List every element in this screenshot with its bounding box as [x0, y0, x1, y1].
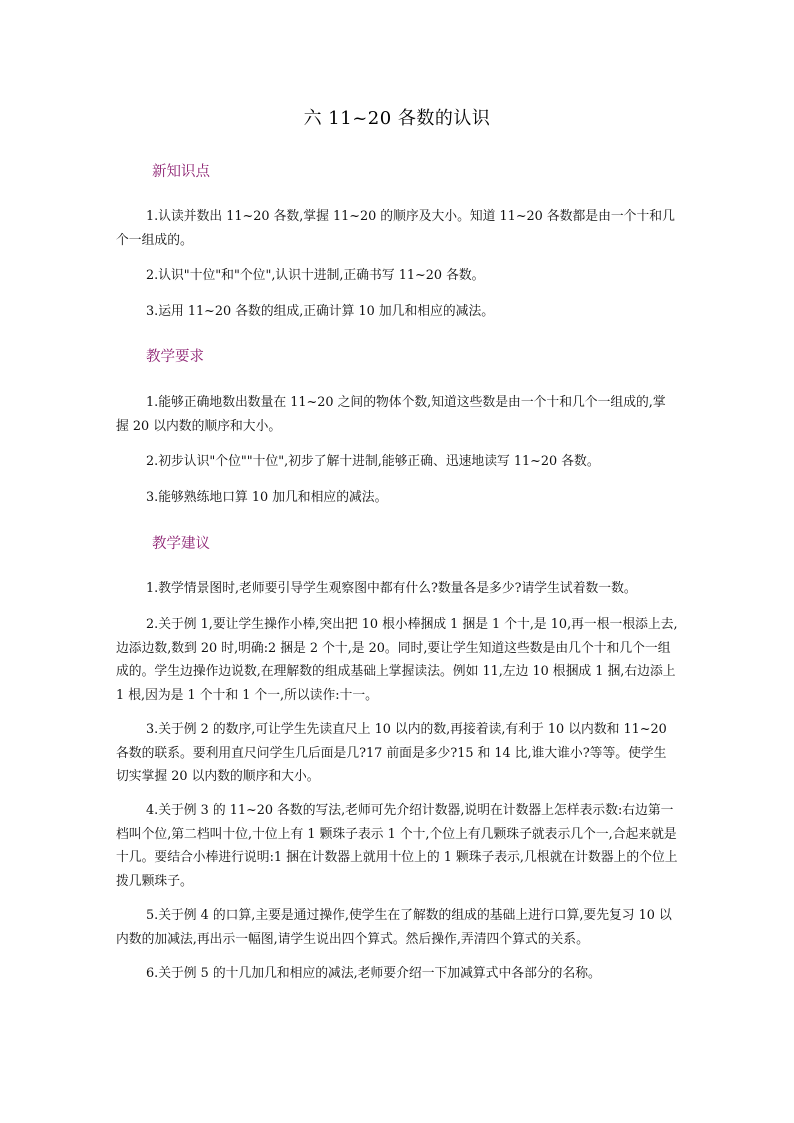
paragraph: 6.关于例 5 的十几加几和相应的减法,老师要介绍一下加减算式中各部分的名称。: [146, 966, 601, 981]
paragraph: 5.关于例 4 的口算,主要是通过操作,使学生在了解数的组成的基础上进行口算,要先复习 10 以内数的加减法,再出示一幅图,请学生说出四个算式。然后操作,弄清四个算式的关系。: [116, 908, 672, 947]
paragraph: 3.运用 11~20 各数的组成,正确计算 10 加几和相应的减法。: [146, 304, 495, 319]
paragraph: 3.关于例 2 的数序,可让学生先读直尺上 10 以内的数,再接着读,有利于 10 以内数和 11~20 各数的联系。要利用直尺问学生几后面是几?17 前面是多少?15 和 14 比,谁大谁小?等等。使学生切实掌握 20 以内数的顺序和大小。: [116, 722, 667, 784]
paragraph: 1.能够正确地数出数量在 11~20 之间的物体个数,知道这些数是由一个十和几个一组成的,掌握 20 以内数的顺序和大小。: [116, 395, 666, 434]
page-title: 六 11~20 各数的认识: [303, 108, 491, 129]
section-heading-teaching-suggestions: 教学建议: [152, 536, 210, 552]
section-heading-teaching-requirements: 教学要求: [146, 349, 204, 365]
paragraph: 2.认识"十位"和"个位",认识十进制,正确书写 11~20 各数。: [146, 268, 485, 283]
paragraph: 3.能够熟练地口算 10 加几和相应的减法。: [146, 490, 388, 505]
paragraph: 1.认读并数出 11~20 各数,掌握 11~20 的顺序及大小。知道 11~20 各数都是由一个十和几个一组成的。: [116, 209, 675, 248]
paragraph: 2.关于例 1,要让学生操作小棒,突出把 10 根小棒捆成 1 捆是 1 个十,是 10,再一根一根添上去,边添边数,数到 20 时,明确:2 捆是 2 个十,是 20。同时,要让学生知道这些数是由几个十和几个一组成的。学生边操作边说数,在理解数的组成基础上掌握读法。例如 11,左边 10 根捆成 1 捆,右边添上 1 根,因为是 1 个十和 1 个一,所以读作:十一。: [116, 617, 678, 703]
paragraph: 2.初步认识"个位""十位",初步了解十进制,能够正确、迅速地读写 11~20 各数。: [146, 454, 600, 469]
paragraph: 1.教学情景图时,老师要引导学生观察图中都有什么?数量各是多少?请学生试着数一数。: [146, 581, 637, 596]
section-heading-new-knowledge: 新知识点: [152, 164, 210, 180]
paragraph: 4.关于例 3 的 11~20 各数的写法,老师可先介绍计数器,说明在计数器上怎样表示数:右边第一档叫个位,第二档叫十位,十位上有 1 颗珠子表示 1 个十,个位上有几颗珠子就表示几个一,合起来就是十几。要结合小棒进行说明:1 捆在计数器上就用十位上的 1 颗珠子表示,几根就在计数器上的个位上拨几颗珠子。: [116, 803, 678, 889]
